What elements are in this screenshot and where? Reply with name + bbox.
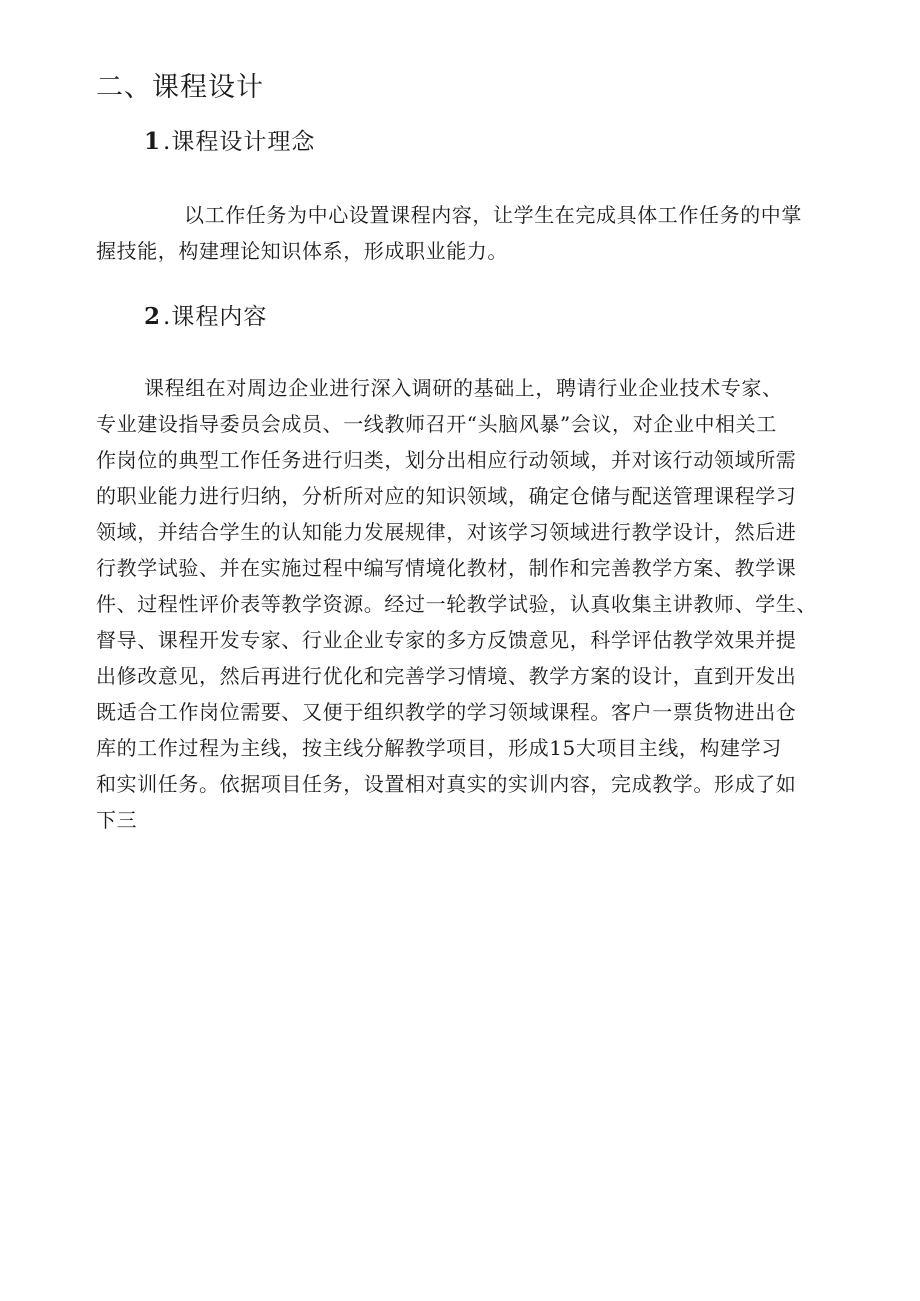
paragraph-line: 以工作任务为中心设置课程内容，让学生在完成具体工作任务的中掌 <box>184 203 802 227</box>
paragraph-line: 和实训任务。依据项目任务，设置相对真实的实训内容，完成教学。形成了如 <box>96 772 797 796</box>
paragraph-line: 行教学试验、并在实施过程中编写情境化教材，制作和完善教学方案、教学课 <box>96 556 797 580</box>
section-title: 二、课程设计 <box>96 72 264 103</box>
paragraph-line: 的职业能力进行归纳，分析所对应的知识领域，确定仓储与配送管理课程学习 <box>96 484 797 508</box>
paragraph-line: 出修改意见，然后再进行优化和完善学习情境、教学方案的设计，直到开发出 <box>96 664 797 688</box>
subsection-number: 1 <box>144 128 162 155</box>
paragraph-line: 督导、课程开发专家、行业企业专家的多方反馈意见，科学评估教学效果并提 <box>96 628 797 652</box>
paragraph-course-content <box>96 370 826 838</box>
paragraph-line: 领域，并结合学生的认知能力发展规律，对该学习领域进行教学设计，然后进 <box>96 520 797 544</box>
paragraph-line: 握技能，构建理论知识体系，形成职业能力。 <box>96 239 508 263</box>
paragraph-course-design-concept <box>96 197 826 269</box>
paragraph-line: 专业建设指导委员会成员、一线教师召开“头脑风暴”会议，对企业中相关工 <box>96 412 777 436</box>
paragraph-line: 件、过程性评价表等教学资源。经过一轮教学试验，认真收集主讲教师、学生、 <box>96 592 817 616</box>
subsection-title: .课程设计理念 <box>163 129 316 155</box>
subsection-number: 2 <box>144 303 162 330</box>
subsection-title: .课程内容 <box>163 304 268 330</box>
paragraph-line: 库的工作过程为主线，按主线分解教学项目，形成15大项目主线，构建学习 <box>96 736 782 760</box>
paragraph-line: 既适合工作岗位需要、又便于组织教学的学习领域课程。客户一票货物进出仓 <box>96 700 797 724</box>
subsection-heading-course-design-concept <box>144 122 315 162</box>
paragraph-line: 课程组在对周边企业进行深入调研的基础上，聘请行业企业技术专家、 <box>144 376 783 400</box>
paragraph-line: 作岗位的典型工作任务进行归类，划分出相应行动领域，并对该行动领域所需 <box>96 448 797 472</box>
paragraph-line: 下三 <box>96 808 138 832</box>
subsection-heading-course-content <box>144 297 267 337</box>
